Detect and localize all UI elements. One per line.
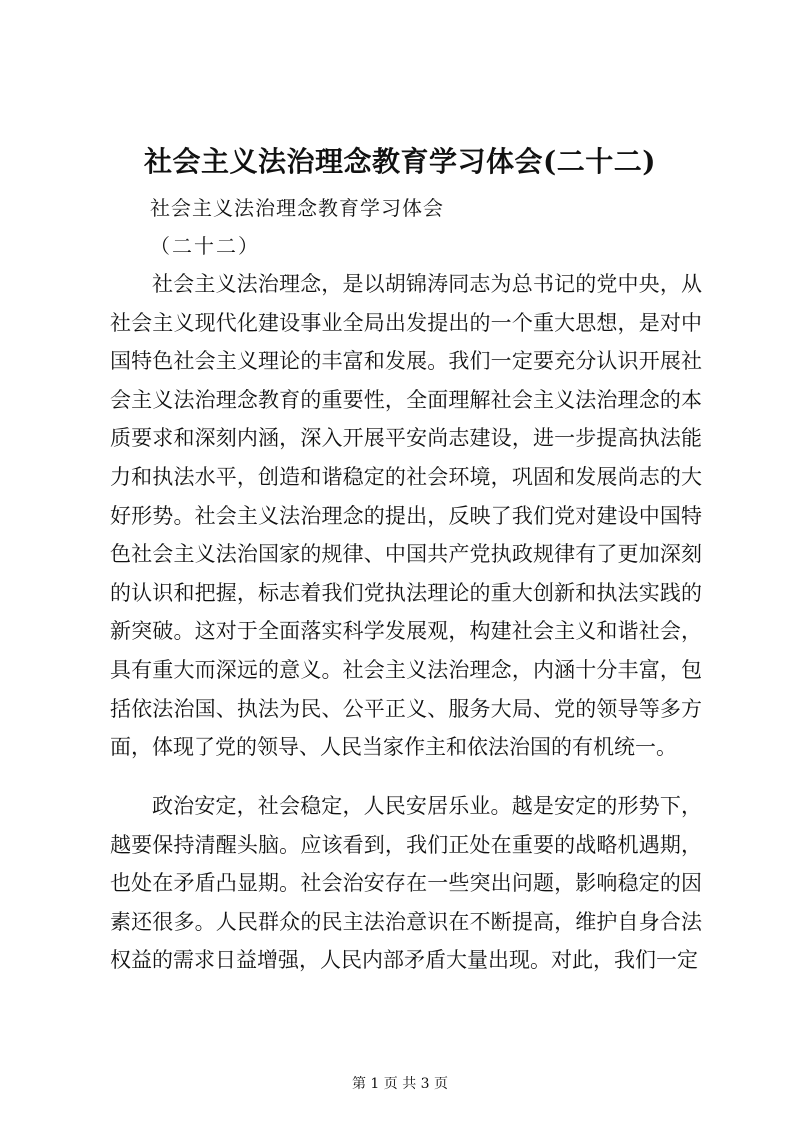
body-paragraph-2: 政治安定，社会稳定，人民安居乐业。越是安定的形势下，越要保持清醒头脑。应该看到，我们正处在重要的战略机遇期，也处在矛盾凸显期。社会治安存在一些突出问题，影响稳定的因素还很多。人民群众的民主法治意识在不断提高，维护自身合法权益的需求日益增强，人民内部矛盾大量出现。对此，我们一定	[110, 794, 702, 973]
page-footer: 第 1 页 共 3 页	[351, 1076, 449, 1092]
document-subtitle: 社会主义法治理念教育学习体会	[150, 196, 444, 220]
body-paragraph-1: 社会主义法治理念，是以胡锦涛同志为总书记的党中央，从社会主义现代化建设事业全局出发提出的一个重大思想，是对中国特色社会主义理论的丰富和发展。我们一定要充分认识开展社会主义法治理念教育的重要性，全面理解社会主义法治理念的本质要求和深刻内涵，深入开展平安尚志建设，进一步提高执法能力和执法水平，创造和谐稳定的社会环境，巩固和发展尚志的大好形势。社会主义法治理念的提出，反映了我们党对建设中国特色社会主义法治国家的规律、中国共产党执政规律有了更加深刻的认识和把握，标志着我们党执法理论的重大创新和执法实践的新突破。这对于全面落实科学发展观，构建社会主义和谐社会，具有重大而深远的意义。社会主义法治理念，内涵十分丰富，包括依法治国、执法为民、公平正义、服务大局、党的领导等多方面，体现了党的领导、人民当家作主和依法治国的有机统一。	[110, 272, 702, 760]
document-subtitle-number: （二十二）	[150, 234, 260, 258]
document-title: 社会主义法治理念教育学习体会(二十二)	[144, 145, 656, 178]
